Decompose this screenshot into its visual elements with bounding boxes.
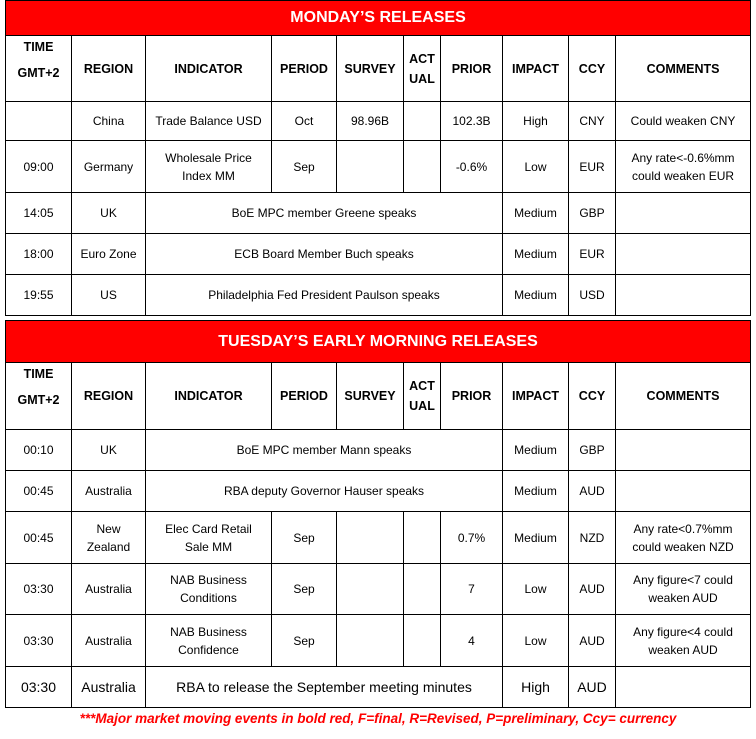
row-region: Australia [72,667,146,708]
row-impact: Medium [503,471,569,512]
row-indicator: Wholesale Price Index MM [146,141,272,193]
row-comments [616,193,751,234]
header-time [6,36,72,102]
row-impact: High [503,102,569,141]
row-event: BoE MPC member Greene speaks [146,193,503,234]
row-event: RBA to release the September meeting minutes [146,667,503,708]
header-timezone-label: GMT+2 [17,393,60,407]
row-region: China [72,102,146,141]
tuesday-title: TUESDAY’S EARLY MORNING RELEASES [6,321,751,363]
row-prior: 0.7% [441,512,503,564]
row-region: Germany [72,141,146,193]
row-time: 00:45 [6,471,72,512]
header-period: PERIOD [272,363,337,430]
row-region: UK [72,193,146,234]
table-row [6,193,751,234]
table-row [6,615,751,667]
row-ccy: AUD [569,615,616,667]
monday-title: MONDAY’S RELEASES [6,1,751,36]
row-impact: Medium [503,193,569,234]
header-actual [404,363,441,430]
row-region: New Zealand [72,512,146,564]
row-time: 03:30 [6,615,72,667]
row-period: Sep [272,512,337,564]
table-row [6,667,751,708]
row-prior: -0.6% [441,141,503,193]
row-ccy: AUD [569,667,616,708]
table-row [6,141,751,193]
monday-releases-table [5,0,751,316]
row-region: Euro Zone [72,234,146,275]
header-actual-line1: ACT [409,379,435,393]
row-indicator: NAB Business Confidence [146,615,272,667]
row-actual [404,615,441,667]
row-region: US [72,275,146,316]
row-time: 00:10 [6,430,72,471]
row-survey [337,615,404,667]
row-actual [404,564,441,615]
header-actual-line2: UAL [409,71,435,86]
row-time: 14:05 [6,193,72,234]
row-impact: Low [503,141,569,193]
row-period: Sep [272,615,337,667]
row-region: Australia [72,564,146,615]
row-impact: Low [503,564,569,615]
header-region: REGION [72,363,146,430]
header-impact: IMPACT [503,36,569,102]
header-ccy: CCY [569,363,616,430]
row-period: Sep [272,564,337,615]
row-event: ECB Board Member Buch speaks [146,234,503,275]
row-survey [337,564,404,615]
row-period: Oct [272,102,337,141]
header-comments: COMMENTS [616,363,751,430]
row-comments: Any rate<0.7%mm could weaken NZD [616,512,751,564]
header-indicator: INDICATOR [146,36,272,102]
header-actual-line2: UAL [409,399,435,413]
row-event: BoE MPC member Mann speaks [146,430,503,471]
table-row [6,564,751,615]
row-prior: 4 [441,615,503,667]
row-time: 00:45 [6,512,72,564]
tuesday-header-row [6,363,751,430]
monday-header-row [6,36,751,102]
row-comments [616,667,751,708]
row-ccy: AUD [569,564,616,615]
row-impact: Medium [503,234,569,275]
row-comments [616,430,751,471]
row-impact: Low [503,615,569,667]
row-impact: High [503,667,569,708]
row-ccy: GBP [569,193,616,234]
row-time: 19:55 [6,275,72,316]
row-region: UK [72,430,146,471]
header-impact: IMPACT [503,363,569,430]
table-row [6,275,751,316]
row-comments [616,234,751,275]
row-time: 03:30 [6,667,72,708]
row-ccy: USD [569,275,616,316]
row-indicator: NAB Business Conditions [146,564,272,615]
header-survey: SURVEY [337,363,404,430]
table-row [6,430,751,471]
header-period: PERIOD [272,36,337,102]
header-prior: PRIOR [441,363,503,430]
header-actual-line1: ACT [409,51,435,66]
row-ccy: EUR [569,141,616,193]
row-indicator: Trade Balance USD [146,102,272,141]
header-comments: COMMENTS [616,36,751,102]
row-actual [404,102,441,141]
row-region: Australia [72,471,146,512]
header-indicator: INDICATOR [146,363,272,430]
row-region: Australia [72,615,146,667]
row-survey: 98.96B [337,102,404,141]
row-comments: Any figure<4 could weaken AUD [616,615,751,667]
table-row [6,471,751,512]
header-prior: PRIOR [441,36,503,102]
header-time [6,363,72,430]
row-comments: Any rate<-0.6%mm could weaken EUR [616,141,751,193]
row-ccy: AUD [569,471,616,512]
table-row [6,102,751,141]
row-ccy: NZD [569,512,616,564]
row-indicator: Elec Card Retail Sale MM [146,512,272,564]
header-actual [404,36,441,102]
row-comments: Could weaken CNY [616,102,751,141]
row-ccy: EUR [569,234,616,275]
row-period: Sep [272,141,337,193]
row-ccy: CNY [569,102,616,141]
row-comments [616,275,751,316]
row-time: 18:00 [6,234,72,275]
row-impact: Medium [503,430,569,471]
row-time: 03:30 [6,564,72,615]
table-row [6,234,751,275]
row-impact: Medium [503,275,569,316]
row-event: Philadelphia Fed President Paulson speaks [146,275,503,316]
header-region: REGION [72,36,146,102]
row-actual [404,141,441,193]
row-event: RBA deputy Governor Hauser speaks [146,471,503,512]
row-time [6,102,72,141]
row-impact: Medium [503,512,569,564]
header-survey: SURVEY [337,36,404,102]
row-comments [616,471,751,512]
row-actual [404,512,441,564]
header-ccy: CCY [569,36,616,102]
footnote: ***Major market moving events in bold red, F=final, R=Revised, P=preliminary, Ccy= currency [79,711,677,726]
row-survey [337,512,404,564]
row-comments: Any figure<7 could weaken AUD [616,564,751,615]
row-time: 09:00 [6,141,72,193]
row-ccy: GBP [569,430,616,471]
row-prior: 102.3B [441,102,503,141]
row-prior: 7 [441,564,503,615]
tuesday-releases-table [5,320,751,708]
header-time-label: TIME [23,40,54,54]
row-survey [337,141,404,193]
table-row [6,512,751,564]
header-timezone-label: GMT+2 [17,66,60,80]
header-time-label: TIME [23,367,54,381]
